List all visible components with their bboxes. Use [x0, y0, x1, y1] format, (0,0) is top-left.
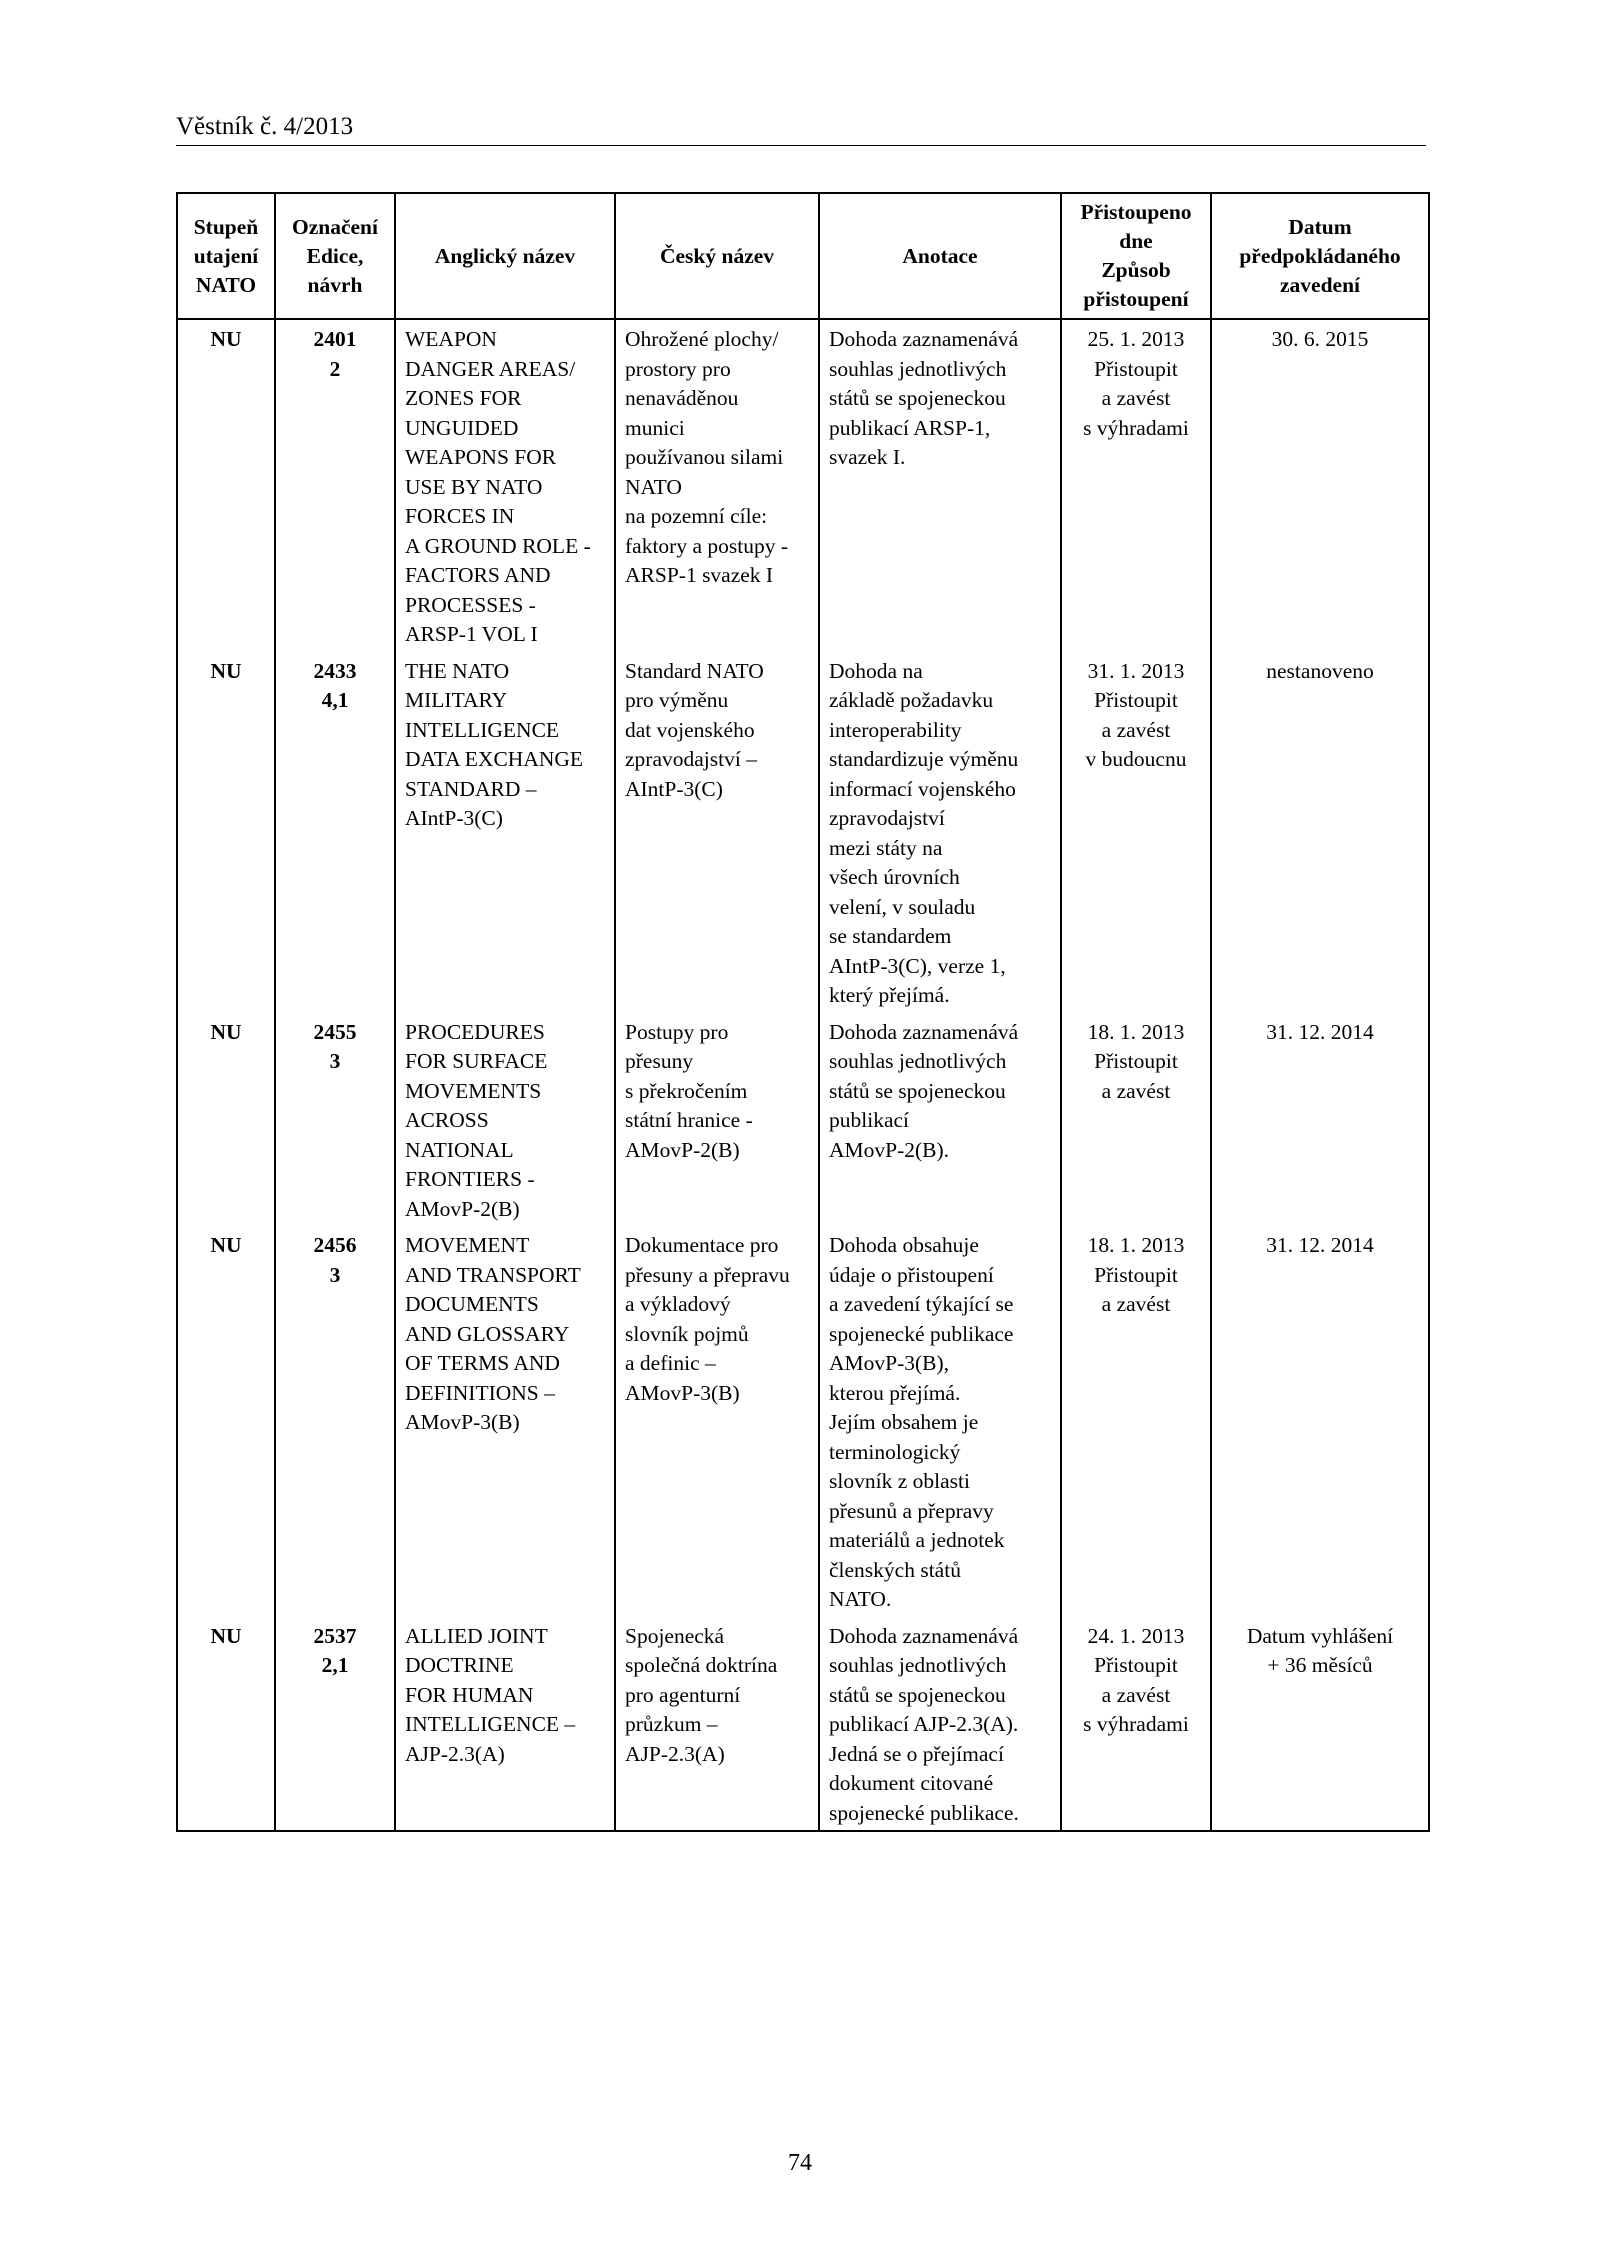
table-row — [177, 319, 1429, 652]
accession-cell: 25. 1. 2013 Přistoupit a zavést s výhradami — [1061, 319, 1211, 652]
implementation-date-cell: nestanoveno — [1211, 652, 1429, 1013]
annotation-cell: Dohoda obsahuje údaje o přistoupení a zavedení týkající se spojenecké publikace AMovP-3(B), kterou přejímá. Jejím obsahem je terminologický slovník z oblasti přesunů a přepravy materiálů a jednotek členských států NATO. — [819, 1226, 1061, 1617]
english-title-cell: ALLIED JOINT DOCTRINE FOR HUMAN INTELLIGENCE – AJP-2.3(A) — [395, 1617, 615, 1832]
classification-cell: NU — [177, 652, 275, 1013]
table-row — [177, 652, 1429, 1013]
column-header-czech-title: Český název — [615, 193, 819, 319]
czech-title-cell: Ohrožené plochy/ prostory pro nenaváděnou munici používanou silami NATO na pozemní cíle: faktory a postupy - ARSP-1 svazek I — [615, 319, 819, 652]
czech-title-cell: Postupy pro přesuny s překročením státní hranice - AMovP-2(B) — [615, 1013, 819, 1227]
designation-cell: 2456 3 — [275, 1226, 395, 1617]
english-title-cell: WEAPON DANGER AREAS/ ZONES FOR UNGUIDED WEAPONS FOR USE BY NATO FORCES IN A GROUND ROLE - FACTORS AND PROCESSES - ARSP-1 VOL I — [395, 319, 615, 652]
table-row — [177, 1013, 1429, 1227]
classification-cell: NU — [177, 1617, 275, 1832]
column-header-english-title: Anglický název — [395, 193, 615, 319]
accession-cell: 31. 1. 2013 Přistoupit a zavést v budoucnu — [1061, 652, 1211, 1013]
designation-cell: 2537 2,1 — [275, 1617, 395, 1832]
implementation-date-cell: 31. 12. 2014 — [1211, 1013, 1429, 1227]
designation-cell: 2433 4,1 — [275, 652, 395, 1013]
annotation-cell: Dohoda zaznamenává souhlas jednotlivých států se spojeneckou publikací AMovP-2(B). — [819, 1013, 1061, 1227]
column-header-classification: Stupeň utajení NATO — [177, 193, 275, 319]
implementation-date-cell: 30. 6. 2015 — [1211, 319, 1429, 652]
table-row — [177, 1617, 1429, 1832]
annotation-cell: Dohoda zaznamenává souhlas jednotlivých států se spojeneckou publikací ARSP-1, svazek I. — [819, 319, 1061, 652]
english-title-cell: THE NATO MILITARY INTELLIGENCE DATA EXCHANGE STANDARD – AIntP-3(C) — [395, 652, 615, 1013]
czech-title-cell: Spojenecká společná doktrína pro agenturní průzkum – AJP-2.3(A) — [615, 1617, 819, 1832]
implementation-date-cell: Datum vyhlášení + 36 měsíců — [1211, 1617, 1429, 1832]
accession-cell: 18. 1. 2013 Přistoupit a zavést — [1061, 1013, 1211, 1227]
english-title-cell: PROCEDURES FOR SURFACE MOVEMENTS ACROSS NATIONAL FRONTIERS - AMovP-2(B) — [395, 1013, 615, 1227]
english-title-cell: MOVEMENT AND TRANSPORT DOCUMENTS AND GLOSSARY OF TERMS AND DEFINITIONS – AMovP-3(B) — [395, 1226, 615, 1617]
page-header-title: Věstník č. 4/2013 — [176, 113, 354, 140]
classification-cell: NU — [177, 1226, 275, 1617]
designation-cell: 2455 3 — [275, 1013, 395, 1227]
designation-cell: 2401 2 — [275, 319, 395, 652]
standards-table — [176, 192, 1430, 1832]
column-header-implementation-date: Datum předpokládaného zavedení — [1211, 193, 1429, 319]
czech-title-cell: Dokumentace pro přesuny a přepravu a výkladový slovník pojmů a definic – AMovP-3(B) — [615, 1226, 819, 1617]
implementation-date-cell: 31. 12. 2014 — [1211, 1226, 1429, 1617]
column-header-accession: Přistoupeno dne Způsob přistoupení — [1061, 193, 1211, 319]
accession-cell: 18. 1. 2013 Přistoupit a zavést — [1061, 1226, 1211, 1617]
table-row — [177, 1226, 1429, 1617]
header-divider — [176, 145, 1426, 146]
annotation-cell: Dohoda na základě požadavku interoperability standardizuje výměnu informací vojenského zpravodajství mezi státy na všech úrovních velení, v souladu se standardem AIntP-3(C), verze 1, který přejímá. — [819, 652, 1061, 1013]
page-number: 74 — [788, 2150, 812, 2176]
table-header-row — [177, 193, 1429, 319]
annotation-cell: Dohoda zaznamenává souhlas jednotlivých států se spojeneckou publikací AJP-2.3(A). Jedná se o přejímací dokument citované spojenecké publikace. — [819, 1617, 1061, 1832]
classification-cell: NU — [177, 1013, 275, 1227]
column-header-annotation: Anotace — [819, 193, 1061, 319]
classification-cell: NU — [177, 319, 275, 652]
column-header-designation: Označení Edice, návrh — [275, 193, 395, 319]
czech-title-cell: Standard NATO pro výměnu dat vojenského zpravodajství – AIntP-3(C) — [615, 652, 819, 1013]
accession-cell: 24. 1. 2013 Přistoupit a zavést s výhradami — [1061, 1617, 1211, 1832]
